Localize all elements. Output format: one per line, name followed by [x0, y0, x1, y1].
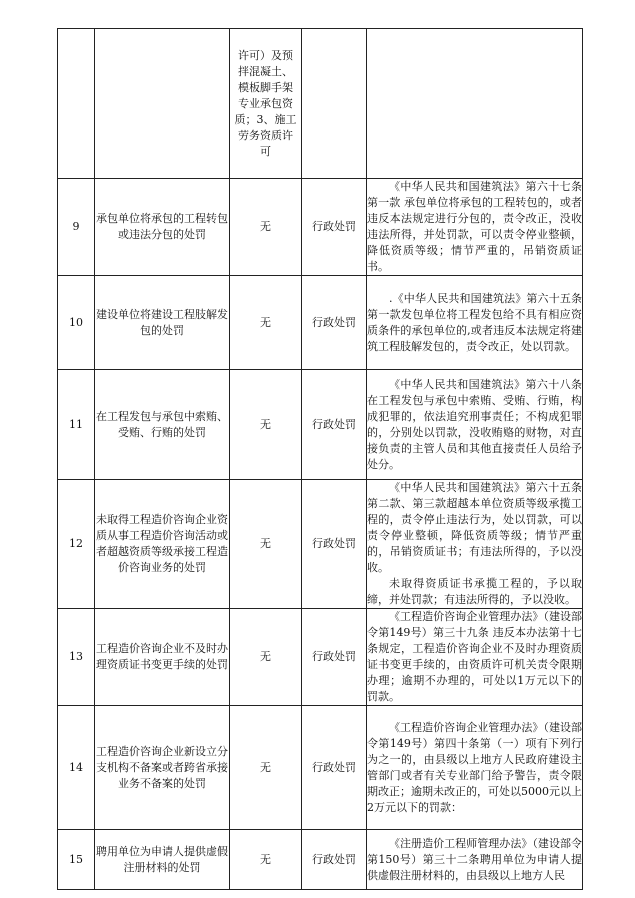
penalty-type: 行政处罚	[302, 276, 367, 370]
penalty-type: 行政处罚	[302, 706, 367, 830]
row-number: 11	[58, 370, 95, 480]
legal-basis	[367, 370, 583, 480]
condition-cell	[230, 29, 302, 179]
penalty-table	[57, 28, 583, 890]
penalty-item: 未取得工程造价咨询企业资质从事工程造价咨询活动或者超越资质等级承接工程造价咨询业务的处罚	[95, 480, 230, 609]
penalty-item: 聘用单位为申请人提供虚假注册材料的处罚	[95, 830, 230, 890]
penalty-item: 工程造价咨询企业新设立分支机构不备案或者跨省承接业务不备案的处罚	[95, 706, 230, 830]
penalty-item: 在工程发包与承包中索贿、受贿、行贿的处罚	[95, 370, 230, 480]
basis-paragraph: 《注册造价工程师管理办法》（建设部令第150号）第三十二条聘用单位为申请人提供虚假注册材料的，由县级以上地方人民	[367, 837, 582, 882]
penalty-item: 承包单位将承包的工程转包或违法分包的处罚	[95, 179, 230, 276]
basis-paragraph: 《工程造价咨询企业管理办法》（建设部令第149号）第四十条第（一）项有下列行为之一的，由县级以上地方人民政府建设主管部门或者有关专业部门给予警告，责令限期改正；逾期未改正的，可处以5000元以上2万元以下的罚款：	[367, 720, 582, 814]
penalty-type: 行政处罚	[302, 480, 367, 609]
penalty-item: 工程造价咨询企业不及时办理资质证书变更手续的处罚	[95, 609, 230, 706]
condition: 无	[230, 370, 302, 480]
penalty-type: 行政处罚	[302, 370, 367, 480]
legal-basis	[367, 830, 583, 890]
row-number: 10	[58, 276, 95, 370]
condition: 无	[230, 830, 302, 890]
condition: 无	[230, 706, 302, 830]
table-row	[58, 480, 583, 609]
condition: 无	[230, 480, 302, 609]
type-cell	[302, 29, 367, 179]
condition-line: 可	[260, 144, 271, 158]
table-row-continued	[58, 29, 583, 179]
table-row	[58, 370, 583, 480]
basis-paragraph: 《中华人民共和国建筑法》第六十八条在工程发包与承包中索贿、受贿、行贿，构成犯罪的，依法追究刑事责任；不构成犯罪的，分别处以罚款，没收贿赂的财物，对直接负责的主管人员和其他直接责任人员给予处分。	[367, 377, 582, 471]
condition-line: 劳务资质许	[238, 128, 293, 142]
basis-paragraph: 《中华人民共和国建筑法》第六十七条第一款 承包单位将承包的工程转包的，或者违反本法规定进行分包的，责令改正，没收违法所得，并处罚款，可以责令停业整顿，降低资质等级；情节严重的，吊销资质证书。	[367, 180, 582, 273]
condition-line: 专业承包资	[238, 96, 293, 110]
penalty-type: 行政处罚	[302, 830, 367, 890]
legal-basis	[367, 609, 583, 706]
condition-line: 许可）及预	[238, 48, 293, 62]
condition: 无	[230, 179, 302, 276]
row-number: 12	[58, 480, 95, 609]
penalty-type: 行政处罚	[302, 179, 367, 276]
table-row	[58, 706, 583, 830]
basis-cell	[367, 29, 583, 179]
condition-line: 质；3、施工	[234, 112, 297, 126]
table-row	[58, 179, 583, 276]
condition: 无	[230, 609, 302, 706]
basis-paragraph: 《中华人民共和国建筑法》第六十五条第二款、第三款超越本单位资质等级承揽工程的，责令停止违法行为，处以罚款，可以责令停业整顿，降低资质等级；情节严重的，吊销资质证书；有违法所得的，予以没收。	[367, 481, 582, 574]
row-number: 13	[58, 609, 95, 706]
penalty-type: 行政处罚	[302, 609, 367, 706]
basis-paragraph: .《中华人民共和国建筑法》第六十五条第一款发包单位将工程发包给不具有相应资质条件的承包单位的,或者违反本法规定将建筑工程肢解发包的，责令改正，处以罚款。	[367, 291, 582, 353]
row-number: 15	[58, 830, 95, 890]
legal-basis	[367, 706, 583, 830]
basis-paragraph: 《工程造价咨询企业管理办法》（建设部令第149号）第三十九条 违反本办法第十七条规定，工程造价咨询企业不及时办理资质证书变更手续的，由资质许可机关责令限期办理；逾期不办理的，可处以1万元以下的罚款。	[367, 610, 582, 703]
condition-line: 拌混凝土、	[238, 64, 293, 78]
legal-basis	[367, 179, 583, 276]
row-number: 14	[58, 706, 95, 830]
condition-line: 模板脚手架	[238, 80, 293, 94]
table-row	[58, 830, 583, 890]
table-row	[58, 276, 583, 370]
condition: 无	[230, 276, 302, 370]
legal-basis	[367, 276, 583, 370]
row-number: 9	[58, 179, 95, 276]
row-number-cell	[58, 29, 95, 179]
basis-paragraph: 未取得资质证书承揽工程的，予以取缔，并处罚款；有违法所得的，予以没收。	[367, 577, 582, 606]
table-row	[58, 609, 583, 706]
penalty-item: 建设单位将建设工程肢解发包的处罚	[95, 276, 230, 370]
item-cell	[95, 29, 230, 179]
legal-basis	[367, 480, 583, 609]
